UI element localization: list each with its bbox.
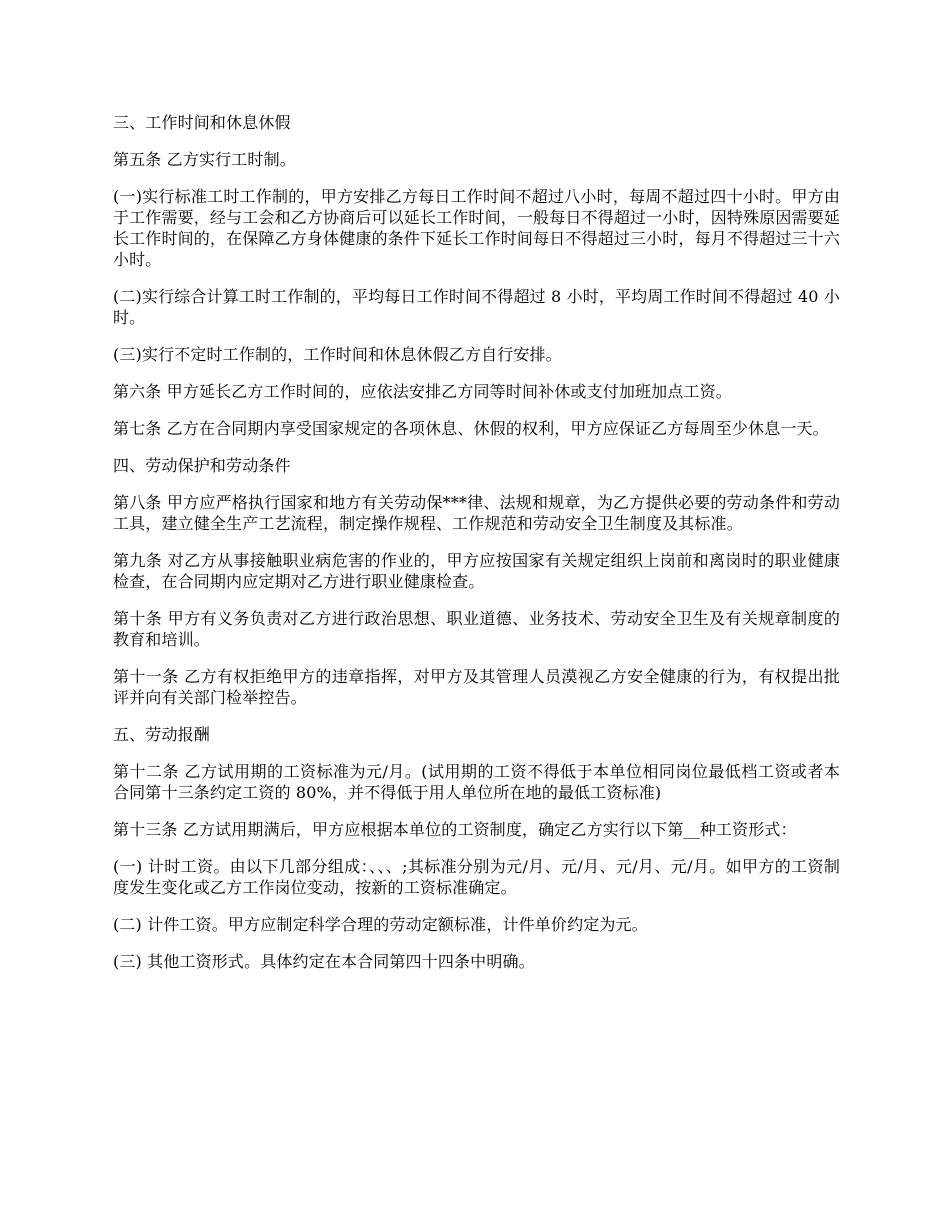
article-7: 第七条 乙方在合同期内享受国家规定的各项休息、休假的权利，甲方应保证乙方每周至少休息一天。 (113, 419, 829, 438)
article-12: 第十二条 乙方试用期的工资标准为元/月。(试用期的工资不得低于本单位相同岗位最低档工资或者本合同第十三条约定工资的 80%，并不得低于用人单位所在地的最低工资标准) (113, 762, 840, 802)
article-5-item-1: (一)实行标准工时工作制的，甲方安排乙方每日工作时间不超过八小时，每周不超过四十小时。甲方由于工作需要，经与工会和乙方协商后可以延长工作时间，一般每日不得超过一小时，因特殊原因需要延长工作时间的，在保障乙方身体健康的条件下延长工作时间每日不得超过三小时，每月不得超过三十六小时。 (113, 187, 840, 269)
article-5-item-2: (二)实行综合计算工时工作制的，平均每日工作时间不得超过 8 小时，平均周工作时间不得超过 40 小时。 (113, 287, 840, 327)
section-heading-work-time: 三、工作时间和休息休假 (113, 113, 291, 132)
article-9: 第九条 对乙方从事接触职业病危害的作业的，甲方应按国家有关规定组织上岗前和离岗时的职业健康检查，在合同期内应定期对乙方进行职业健康检查。 (113, 551, 840, 591)
article-13-item-3: (三) 其他工资形式。具体约定在本合同第四十四条中明确。 (113, 952, 535, 971)
section-heading-remuneration: 五、劳动报酬 (113, 725, 210, 744)
article-13-item-1: (一) 计时工资。由以下几部分组成：、、、;其标准分别为元/月、元/月、元/月、元/月。如甲方的工资制度发生变化或乙方工作岗位变动，按新的工资标准确定。 (113, 857, 840, 897)
article-8: 第八条 甲方应严格执行国家和地方有关劳动保***律、法规和规章，为乙方提供必要的劳动条件和劳动工具，建立健全生产工艺流程，制定操作规程、工作规范和劳动安全卫生制度及其标准。 (113, 493, 840, 533)
article-13: 第十三条 乙方试用期满后，甲方应根据本单位的工资制度，确定乙方实行以下第__种工资形式： (113, 820, 797, 839)
article-5-item-3: (三)实行不定时工作制的，工作时间和休息休假乙方自行安排。 (113, 345, 562, 364)
article-6: 第六条 甲方延长乙方工作时间的，应依法安排乙方同等时间补休或支付加班加点工资。 (113, 382, 732, 401)
document-body (113, 112, 840, 988)
article-13-item-2: (二) 计件工资。甲方应制定科学合理的劳动定额标准，计件单价约定为元。 (113, 915, 648, 934)
section-heading-labor-protection: 四、劳动保护和劳动条件 (113, 456, 291, 475)
article-5: 第五条 乙方实行工时制。 (113, 150, 296, 169)
article-11: 第十一条 乙方有权拒绝甲方的违章指挥，对甲方及其管理人员漠视乙方安全健康的行为，有权提出批评并向有关部门检举控告。 (113, 667, 840, 707)
article-10: 第十条 甲方有义务负责对乙方进行政治思想、职业道德、业务技术、劳动安全卫生及有关规章制度的教育和培训。 (113, 609, 840, 649)
